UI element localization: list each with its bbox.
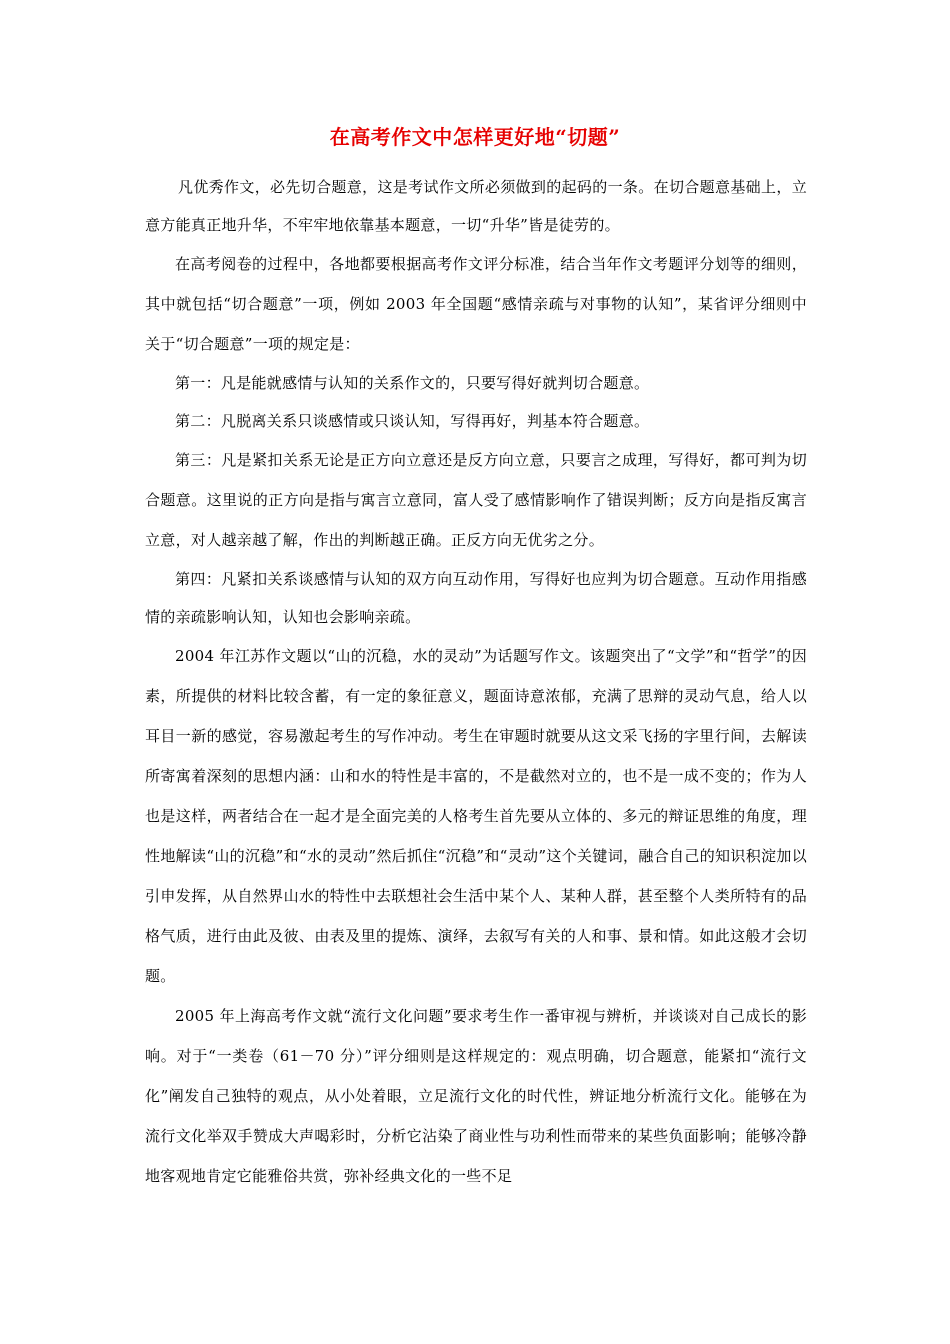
paragraph-2: 在高考阅卷的过程中，各地都要根据高考作文评分标准，结合当年作文考题评分划等的细则，其中就包括“切合题意”一项，例如 2003 年全国题“感情亲疏与对事物的认知”，某省评分细则中关于“切合题意”一项的规定是：	[145, 255, 807, 353]
paragraph-4: 第二：凡脱离关系只谈感情或只谈认知，写得再好，判基本符合题意。	[175, 412, 650, 430]
paragraph-3: 第一：凡是能就感情与认知的关系作文的，只要写得好就判切合题意。	[175, 374, 650, 392]
paragraph-7: 2004 年江苏作文题以“山的沉稳，水的灵动”为话题写作文。该题突出了“文学”和“哲学”的因素，所提供的材料比较含蓄，有一定的象征意义，题面诗意浓郁，充满了思辩的灵动气息，给人以耳目一新的感觉，容易激起考生的写作冲动。考生在审题时就要从这文采飞扬的字里行间，去解读所寄寓着深刻的思想内涵：山和水的特性是丰富的，不是截然对立的，也不是一成不变的；作为人也是这样，两者结合在一起才是全面完美的人格考生首先要从立体的、多元的辩证思维的角度，理性地解读“山的沉稳”和“水的灵动”然后抓住“沉稳”和“灵动”这个关键词，融合自己的知识积淀加以引申发挥，从自然界山水的特性中去联想社会生活中某个人、某种人群，甚至整个人类所特有的品格气质，进行由此及彼、由表及里的提炼、演绎，去叙写有关的人和事、景和情。如此这般才会切题。	[145, 647, 807, 985]
paragraph-1: 凡优秀作文，必先切合题意，这是考试作文所必须做到的起码的一条。在切合题意基础上，立意方能真正地升华，不牢牢地依靠基本题意，一切“升华”皆是徒劳的。	[145, 178, 807, 234]
paragraph-5: 第三：凡是紧扣关系无论是正方向立意还是反方向立意，只要言之成理，写得好，都可判为切合题意。这里说的正方向是指与寓言立意同，富人受了感情影响作了错误判断；反方向是指反寓言立意，对人越亲越了解，作出的判断越正确。正反方向无优劣之分。	[145, 451, 807, 549]
paragraph-8: 2005 年上海高考作文就“流行文化问题”要求考生作一番审视与辨析，并谈谈对自己成长的影响。对于“一类卷（61－70 分）”评分细则是这样规定的：观点明确，切合题意，能紧扣“流行文化”阐发自己独特的观点，从小处着眼，立足流行文化的时代性，辨证地分析流行文化。能够在为流行文化举双手赞成大声喝彩时，分析它沾染了商业性与功利性而带来的某些负面影响；能够冷静地客观地肯定它能雅俗共赏，弥补经典文化的一些不足	[145, 1007, 807, 1185]
document-body	[145, 168, 807, 1196]
document-title: 在高考作文中怎样更好地“切题”	[329, 125, 621, 149]
paragraph-6: 第四：凡紧扣关系谈感情与认知的双方向互动作用，写得好也应判为切合题意。互动作用指感情的亲疏影响认知，认知也会影响亲疏。	[145, 570, 807, 626]
